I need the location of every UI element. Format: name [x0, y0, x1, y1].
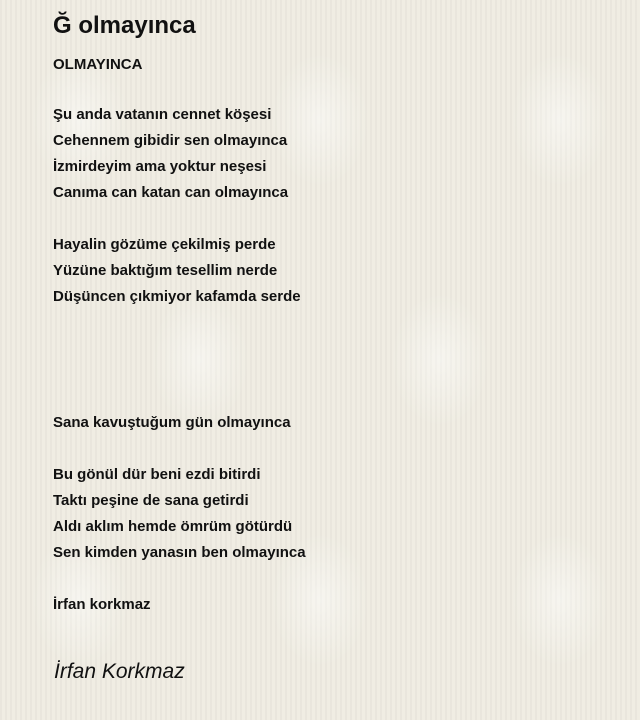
poem-line: Sen kimden yanasın ben olmayınca [53, 544, 306, 561]
poem-line: Canıma can katan can olmayınca [53, 184, 289, 201]
poem-line: Hayalin gözüme çekilmiş perde [53, 236, 276, 253]
poem-line: Yüzüne baktığım tesellim nerde [53, 262, 278, 279]
poem-subtitle: OLMAYINCA [53, 56, 143, 73]
poem-line: Şu anda vatanın cennet köşesi [53, 106, 272, 123]
poem-line: Taktı peşine de sana getirdi [53, 492, 249, 509]
poem-line: Sana kavuştuğum gün olmayınca [53, 414, 291, 431]
poem-line: İzmirdeyim ama yoktur neşesi [53, 158, 267, 175]
poem-line: Aldı aklım hemde ömrüm götürdü [53, 518, 293, 535]
poem-line: Bu gönül dür beni ezdi bitirdi [53, 466, 261, 483]
poem-line: Cehennem gibidir sen olmayınca [53, 132, 288, 149]
poem-title: Ğ olmayınca [53, 12, 196, 39]
poem-line: Düşüncen çıkmiyor kafamda serde [53, 288, 301, 305]
author-signature: İrfan Korkmaz [54, 660, 185, 683]
poem-author-line: İrfan korkmaz [53, 596, 151, 613]
